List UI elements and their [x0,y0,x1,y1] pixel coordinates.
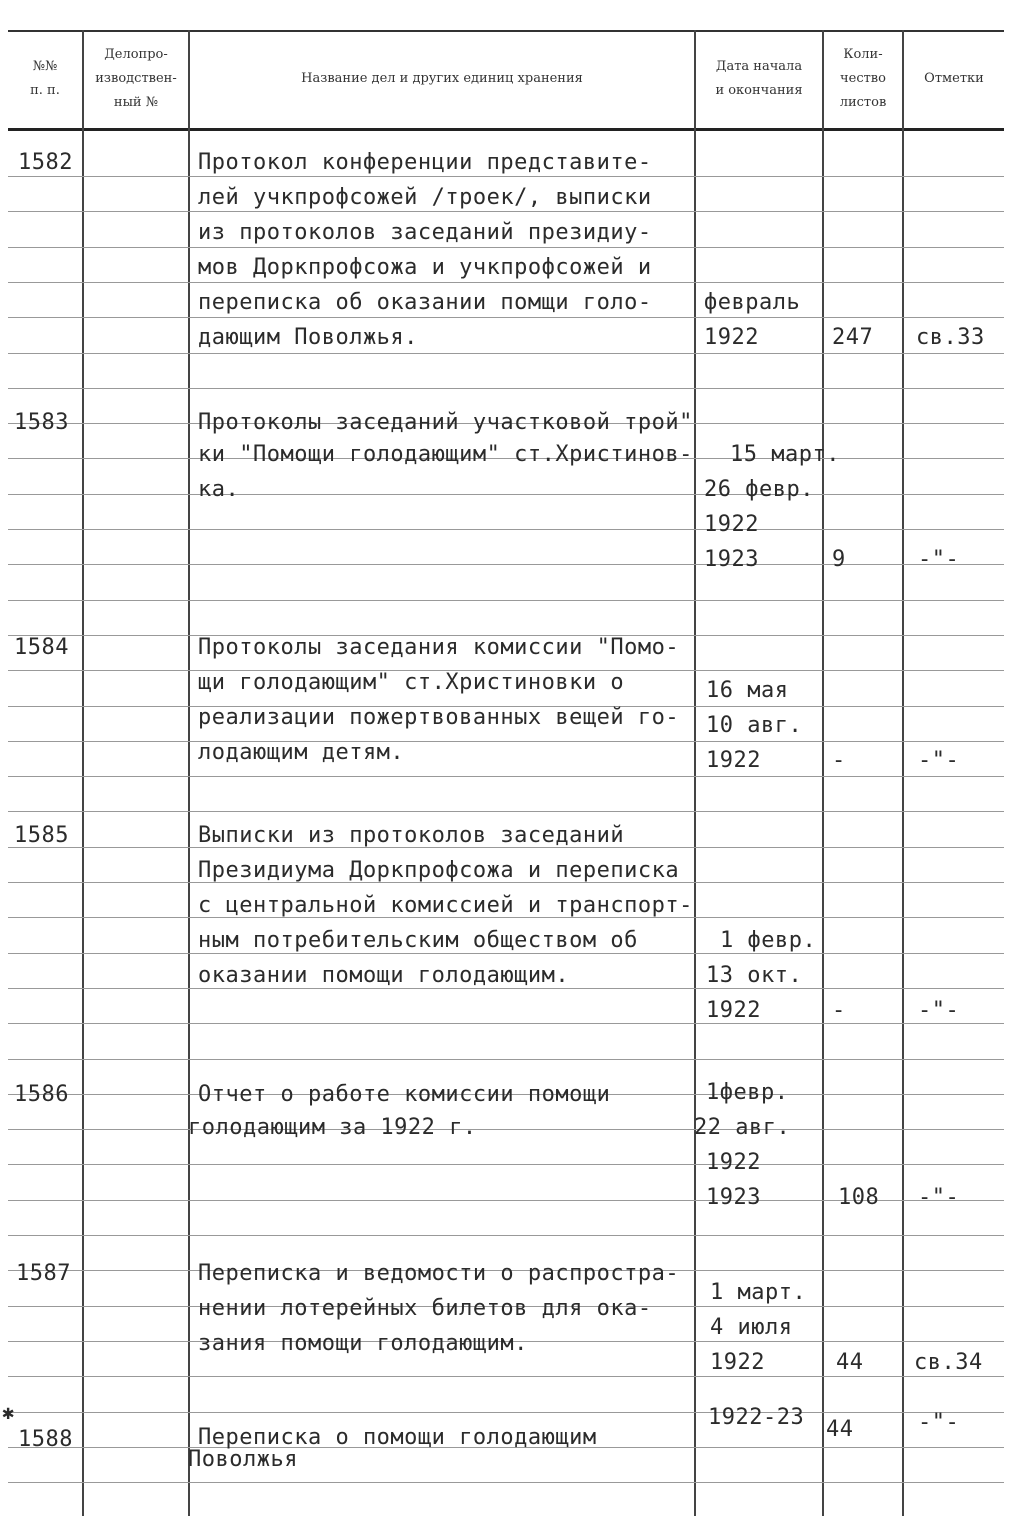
star-mark-icon: ✱ [2,1400,15,1424]
date-line: 26 февр. [704,477,814,502]
sheet-count: - [832,748,846,773]
date-line: 1922 [704,325,759,350]
entry-number: 1588 [18,1427,73,1452]
title-line: голодающим за 1922 г. [188,1115,477,1140]
ruled-line [8,529,1004,530]
date-line: 15 март. [730,442,840,467]
title-line: мов Доркпрофсожа и учкпрофсожей и [198,255,652,280]
date-line: 1923 [704,547,759,572]
date-line: 1922 [706,748,761,773]
ruled-line [8,1059,1004,1060]
header-record: Делопро- изводствен- ный № [95,47,177,110]
title-line: лодающим детям. [198,740,405,765]
header-notes: Отметки [924,71,984,86]
ruled-line [8,494,1004,495]
date-line: 1922 [704,512,759,537]
title-line: Выписки из протоколов заседаний [198,823,625,848]
entry-number: 1585 [14,823,69,848]
title-line: щи голодающим" ст.Христиновки о [198,670,625,695]
sheet-count: 44 [836,1350,864,1375]
date-line: 1922-23 [708,1405,805,1430]
sheet-count: - [832,998,846,1023]
date-line: 13 окт. [706,963,803,988]
title-line: Переписка о помощи голодающим [198,1425,597,1450]
date-line: 10 авг. [706,713,803,738]
ruled-line [8,811,1004,812]
date-line: 1 март. [710,1280,807,1305]
title-line: ным потребительским обществом об [198,928,638,953]
title-line: лей учкпрофсожей /троек/, выписки [198,185,652,210]
note: св.33 [916,325,985,350]
ruled-line [8,600,1004,601]
sheet-count: 247 [832,325,874,350]
note: св.34 [914,1350,983,1375]
ruled-line [8,388,1004,389]
sheet-count: 9 [832,547,846,572]
title-line: Поволжья [188,1447,298,1472]
entry-number: 1584 [14,635,69,660]
title-line: Протоколы заседаний участковой трой" [198,410,693,435]
note: -"- [918,547,960,572]
header-sheets: Коли- чество листов [839,47,887,110]
ruled-line [8,1482,1004,1483]
title-line: зания помощи голодающим. [198,1331,528,1356]
date-line: 1922 [706,1150,761,1175]
title-line: Протоколы заседания комиссии "Помо- [198,635,680,660]
note: -"- [918,1410,960,1435]
title-line: Переписка и ведомости о распростра- [198,1261,680,1286]
title-line: с центральной комиссией и транспорт- [198,893,693,918]
title-line: переписка об оказании помщи голо- [198,290,652,315]
sheet-count: 108 [838,1185,880,1210]
title-line: Отчет о работе комиссии помощи [198,1082,611,1107]
ruled-line [8,1235,1004,1236]
ruled-line [8,1023,1004,1024]
title-line: реализации пожертвованных вещей го- [198,705,680,730]
ruled-line [8,564,1004,565]
entry-number: 1587 [16,1261,71,1286]
ruled-line [8,1164,1004,1165]
date-line: 16 мая [706,678,789,703]
date-line: 4 июля [710,1315,793,1340]
ruled-line [8,1129,1004,1130]
date-line: 1923 [706,1185,761,1210]
title-line: ки "Помощи голодающим" ст.Христинов- [198,442,693,467]
title-line: Президиума Доркпрофсожа и переписка [198,858,680,883]
title-line: из протоколов заседаний президиу- [198,220,652,245]
date-line: 1февр. [706,1080,789,1105]
note: -"- [918,1185,960,1210]
entry-number: 1586 [14,1082,69,1107]
header-bottom-rule [8,128,1004,131]
entry-number: 1582 [18,150,73,175]
ruled-line [8,776,1004,777]
ruled-line [8,741,1004,742]
header-dates: Дата начала и окончания [715,59,803,98]
ruled-line [8,1412,1004,1413]
entry-number: 1583 [14,410,69,435]
header-title: Название дел и других единиц хранения [301,71,583,86]
title-line: Протокол конференции представите- [198,150,652,175]
note: -"- [918,998,960,1023]
date-line: 1922 [706,998,761,1023]
date-line: 22 авг. [694,1115,791,1140]
title-line: оказании помощи голодающим. [198,963,570,988]
sheet-count: 44 [826,1417,854,1442]
header-num: №№ п. п. [30,59,60,98]
title-line: нении лотерейных билетов для ока- [198,1296,652,1321]
date-line: февраль [704,290,801,315]
date-line: 1 февр. [720,928,817,953]
title-line: ка. [198,477,240,502]
note: -"- [918,748,960,773]
date-line: 1922 [710,1350,765,1375]
title-line: дающим Поволжья. [198,325,418,350]
